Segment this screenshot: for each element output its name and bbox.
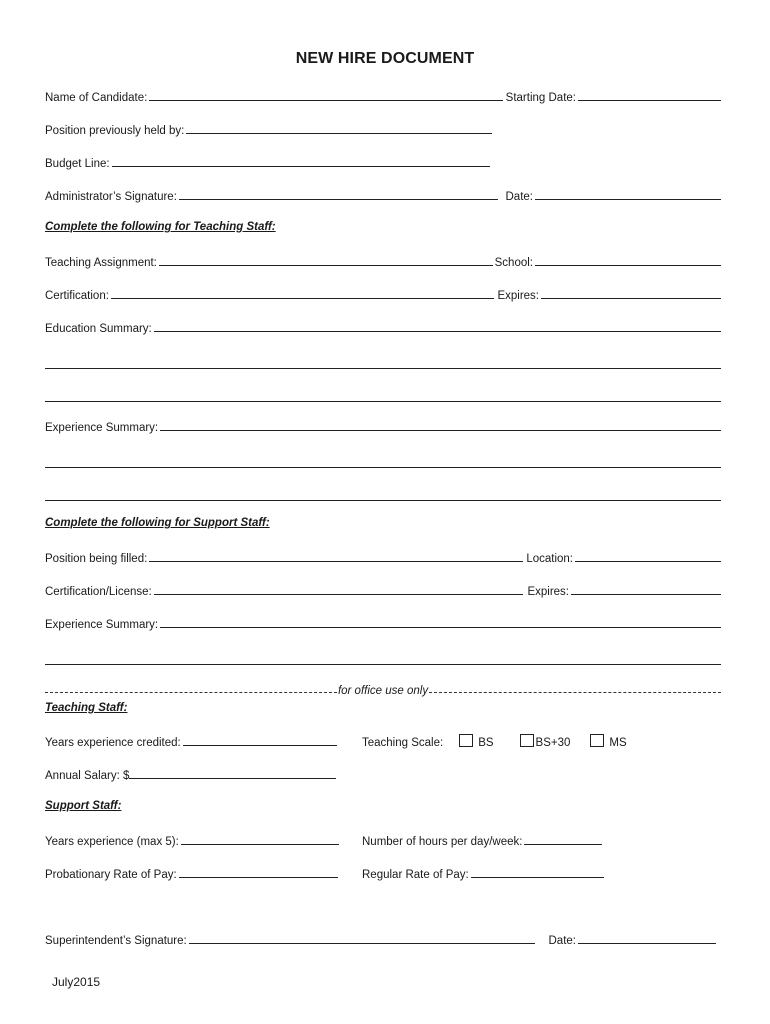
admin-date-field[interactable] xyxy=(535,199,721,200)
education-summary-line-3[interactable] xyxy=(45,401,721,402)
certification-expires-label: Expires: xyxy=(497,290,539,302)
support-experience-line-2[interactable] xyxy=(45,664,721,665)
budget-line-label: Budget Line: xyxy=(45,158,110,170)
budget-line-field[interactable] xyxy=(112,166,490,167)
row-budget xyxy=(45,150,490,170)
regular-rate-field[interactable] xyxy=(471,877,604,878)
education-summary-label: Education Summary: xyxy=(45,323,152,335)
hours-field[interactable] xyxy=(524,844,602,845)
years-max-field[interactable] xyxy=(181,844,339,845)
row-position-filled xyxy=(45,545,721,565)
row-teaching-scale xyxy=(362,729,662,749)
superintendent-date-label: Date: xyxy=(548,935,576,947)
office-teaching-heading: Teaching Staff: xyxy=(45,702,128,714)
form-title: NEW HIRE DOCUMENT xyxy=(295,50,475,67)
support-experience-label: Experience Summary: xyxy=(45,619,159,631)
row-candidate xyxy=(45,84,721,104)
teaching-experience-label: Experience Summary: xyxy=(45,422,159,434)
probationary-rate-field[interactable] xyxy=(179,877,338,878)
position-filled-label: Position being filled: xyxy=(45,553,148,565)
previous-position-label: Position previously held by: xyxy=(45,125,185,137)
starting-date-label: Starting Date: xyxy=(505,92,576,104)
row-annual-salary xyxy=(45,762,336,782)
certification-label: Certification: xyxy=(45,290,109,302)
scale-option-bs[interactable]: BS xyxy=(459,734,493,749)
hours-label: Number of hours per day/week: xyxy=(362,836,523,848)
row-regular-rate xyxy=(362,861,604,881)
support-section-heading: Complete the following for Support Staff: xyxy=(45,517,270,529)
row-years-max xyxy=(45,828,339,848)
candidate-name-field[interactable] xyxy=(149,100,502,101)
annual-salary-field[interactable] xyxy=(129,778,336,779)
teaching-experience-line-2[interactable] xyxy=(45,467,721,468)
row-teaching-assignment xyxy=(45,249,721,269)
row-support-certification xyxy=(45,578,721,598)
education-summary-line-2[interactable] xyxy=(45,368,721,369)
scale-option-ms[interactable]: MS xyxy=(590,734,626,749)
support-experience-field[interactable] xyxy=(160,627,721,628)
regular-rate-label: Regular Rate of Pay: xyxy=(362,869,469,881)
school-field[interactable] xyxy=(535,265,721,266)
license-expires-field[interactable] xyxy=(571,594,721,595)
row-support-experience xyxy=(45,611,721,631)
previous-position-field[interactable] xyxy=(186,133,492,134)
years-max-label: Years experience (max 5): xyxy=(45,836,179,848)
certification-expires-field[interactable] xyxy=(541,298,721,299)
row-position-previous xyxy=(45,117,492,137)
office-support-heading: Support Staff: xyxy=(45,800,122,812)
years-credited-field[interactable] xyxy=(183,745,337,746)
row-probationary-rate xyxy=(45,861,338,881)
admin-signature-label: Administrator’s Signature: xyxy=(45,191,177,203)
teaching-experience-field[interactable] xyxy=(160,430,721,431)
row-hours xyxy=(362,828,602,848)
license-label: Certification/License: xyxy=(45,586,152,598)
education-summary-field[interactable] xyxy=(154,331,721,332)
school-label: School: xyxy=(494,257,533,269)
checkbox-bs[interactable] xyxy=(459,734,473,747)
office-use-label: for office use only xyxy=(337,685,429,697)
row-education-summary xyxy=(45,315,721,335)
teaching-section-heading: Complete the following for Teaching Staff: xyxy=(45,221,276,233)
office-use-divider xyxy=(45,683,721,699)
superintendent-date-field[interactable] xyxy=(578,943,716,944)
certification-field[interactable] xyxy=(111,298,495,299)
superintendent-signature-field[interactable] xyxy=(189,943,535,944)
row-teaching-experience xyxy=(45,414,721,434)
admin-date-label: Date: xyxy=(505,191,533,203)
row-admin-signature xyxy=(45,183,721,203)
teaching-experience-line-3[interactable] xyxy=(45,500,721,501)
starting-date-field[interactable] xyxy=(578,100,721,101)
row-years-credited xyxy=(45,729,337,749)
teaching-assignment-field[interactable] xyxy=(159,265,493,266)
location-label: Location: xyxy=(526,553,573,565)
probationary-rate-label: Probationary Rate of Pay: xyxy=(45,869,177,881)
position-filled-field[interactable] xyxy=(149,561,523,562)
teaching-scale-label: Teaching Scale: xyxy=(362,737,444,749)
checkbox-bs30[interactable] xyxy=(520,734,534,747)
row-teaching-certification xyxy=(45,282,721,302)
candidate-name-label: Name of Candidate: xyxy=(45,92,148,104)
teaching-assignment-label: Teaching Assignment: xyxy=(45,257,157,269)
location-field[interactable] xyxy=(575,561,721,562)
scale-option-bs30[interactable]: BS+30 xyxy=(520,734,571,749)
superintendent-signature-label: Superintendent’s Signature: xyxy=(45,935,187,947)
license-expires-label: Expires: xyxy=(527,586,569,598)
license-field[interactable] xyxy=(154,594,524,595)
years-credited-label: Years experience credited: xyxy=(45,737,181,749)
admin-signature-field[interactable] xyxy=(179,199,498,200)
annual-salary-label: Annual Salary: $ xyxy=(45,770,130,782)
checkbox-ms[interactable] xyxy=(590,734,604,747)
row-superintendent-signature xyxy=(45,927,716,947)
footer-version-date: July2015 xyxy=(52,975,101,989)
